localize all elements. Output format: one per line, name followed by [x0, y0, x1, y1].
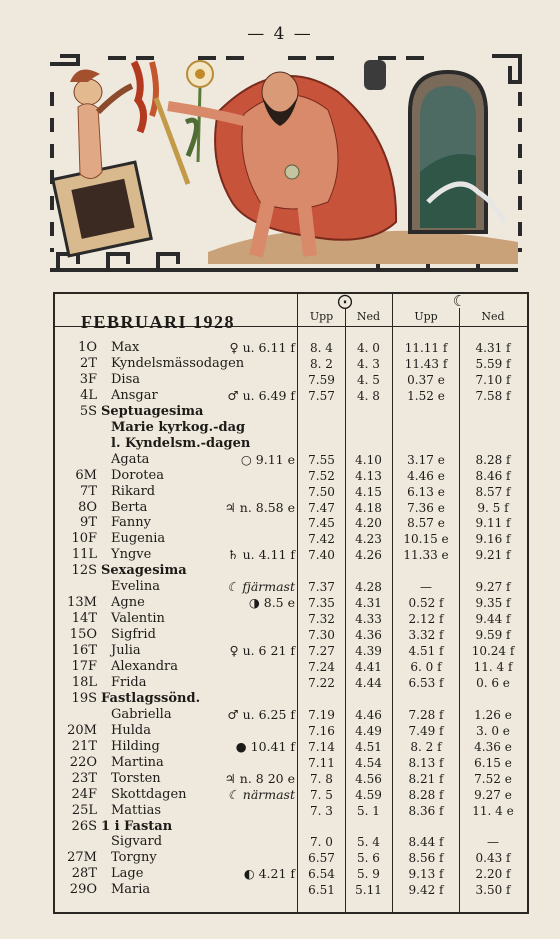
- moonrise-time: 11.43 f: [404, 356, 448, 371]
- sunrise-time: 7.59: [308, 372, 335, 387]
- moonset-time: 11. 4 e: [472, 803, 514, 818]
- day-label: 14T: [71, 611, 97, 627]
- calendar-row: [55, 866, 527, 882]
- name-day: Sigvard: [111, 834, 163, 850]
- moonrise-time: 7.49 f: [408, 723, 444, 738]
- astronomical-event: ♂ u. 6.49 f: [227, 387, 295, 403]
- sunrise-time: 7.47: [308, 500, 335, 515]
- moonrise-time: 8.36 f: [408, 803, 444, 818]
- moonrise-time: 8.57 e: [407, 516, 445, 531]
- calendar-row: [55, 834, 527, 850]
- moonrise-time: 11.33 e: [403, 548, 449, 563]
- calendar-row: [55, 579, 527, 595]
- moonset-time: 0. 6 e: [476, 675, 510, 690]
- sunrise-time: 7. 3: [310, 803, 333, 818]
- day-label: 7T: [80, 483, 97, 499]
- moonset-time: 9.11 f: [475, 516, 511, 531]
- name-day: Fastlagssönd.: [101, 690, 201, 706]
- astronomical-event: ○ 9.11 e: [240, 451, 295, 467]
- moon-icon: ☾: [452, 292, 467, 310]
- calendar-row: [55, 787, 527, 803]
- moonset-time: 9. 5 f: [477, 500, 509, 515]
- name-day: Agata: [111, 451, 150, 467]
- moonrise-time: 6.13 e: [407, 484, 445, 499]
- sunset-time: 4.54: [355, 755, 382, 770]
- sunrise-time: 6.54: [308, 867, 335, 882]
- name-day: Kyndelsmässodagen: [111, 355, 245, 371]
- sunset-time: 4.28: [355, 580, 382, 595]
- sun-icon: ⨀: [337, 292, 353, 310]
- sunrise-time: 7.35: [308, 596, 335, 611]
- moon-set-header: Ned: [481, 310, 505, 323]
- sunrise-time: 7.19: [308, 707, 335, 722]
- day-label: 22O: [69, 754, 97, 770]
- name-day: Skottdagen: [111, 786, 187, 802]
- calendar-row: [55, 803, 527, 819]
- sunrise-time: 7. 5: [310, 787, 333, 802]
- sunset-time: 4.10: [355, 452, 382, 467]
- calendar-row: [55, 595, 527, 611]
- calendar-row: [55, 611, 527, 627]
- sunset-time: 4.46: [355, 707, 382, 722]
- sunset-time: 4.13: [355, 468, 382, 483]
- moonset-time: 2.20 f: [475, 867, 511, 882]
- sunrise-time: 7.57: [308, 388, 335, 403]
- moonrise-time: 3.32 f: [408, 628, 444, 643]
- moonrise-time: 8. 2 f: [410, 739, 442, 754]
- astronomical-event: ♄ u. 4.11 f: [227, 547, 295, 563]
- day-label: 29O: [69, 882, 97, 898]
- sunrise-time: 7.45: [308, 516, 335, 531]
- day-label: 3F: [79, 371, 97, 387]
- calendar-row: [55, 739, 527, 755]
- moonset-time: 8.46 f: [475, 468, 511, 483]
- moonset-time: 8.57 f: [475, 484, 511, 499]
- moon-rise-header: Upp: [414, 310, 438, 323]
- sunset-time: 4. 8: [357, 388, 380, 403]
- sunrise-time: 7.52: [308, 468, 335, 483]
- name-day: Rikard: [111, 483, 156, 499]
- name-day: Sexagesima: [101, 563, 187, 579]
- astronomical-event: ♀ u. 6 21 f: [229, 643, 295, 659]
- moonrise-time: 9.13 f: [408, 867, 444, 882]
- calendar-row: [55, 547, 527, 563]
- moonset-time: 6.15 e: [474, 755, 512, 770]
- calendar-row: [55, 356, 527, 372]
- sunset-time: 5. 1: [357, 803, 380, 818]
- calendar-row: [55, 723, 527, 739]
- moonset-time: —: [487, 835, 499, 850]
- sunrise-time: 7.42: [308, 532, 335, 547]
- sunrise-time: 6.57: [308, 851, 335, 866]
- sunset-time: 4.44: [355, 675, 382, 690]
- moonset-time: 4.36 e: [474, 739, 512, 754]
- sunrise-time: 7.24: [308, 660, 335, 674]
- sunset-time: 5.11: [355, 883, 382, 898]
- moonrise-time: 8.21 f: [408, 771, 444, 786]
- name-day: Fanny: [111, 515, 151, 531]
- moonrise-time: —: [420, 580, 432, 595]
- moonrise-time: 2.12 f: [408, 612, 444, 627]
- moonrise-time: 9.42 f: [408, 883, 444, 898]
- day-label: 1O: [78, 340, 97, 355]
- sunrise-time: 8. 4: [310, 341, 333, 355]
- name-day: Max: [111, 340, 140, 355]
- sunrise-time: 6.51: [308, 883, 335, 898]
- calendar-row: [55, 340, 527, 356]
- day-label: 10F: [71, 531, 97, 547]
- day-label: 20M: [67, 722, 97, 738]
- day-label: 27M: [67, 850, 97, 866]
- calendar-row: [55, 627, 527, 643]
- mythological-illustration: [48, 52, 524, 274]
- day-label: 11L: [71, 547, 97, 563]
- sunset-time: 4. 0: [357, 341, 380, 355]
- calendar-row: [55, 388, 527, 404]
- name-day: Ansgar: [111, 387, 158, 403]
- sunrise-time: 7.50: [308, 484, 335, 499]
- sunrise-time: 7.14: [308, 739, 335, 754]
- sunset-time: 4.18: [355, 500, 382, 515]
- calendar-row: [55, 675, 527, 691]
- moonrise-time: 0.37 e: [407, 372, 445, 387]
- sunrise-time: 7.22: [308, 675, 335, 690]
- sunrise-time: 7.27: [308, 644, 335, 659]
- moonset-time: 7.10 f: [475, 372, 511, 387]
- page-number: — 4 —: [247, 24, 313, 44]
- moonset-time: 5.59 f: [475, 356, 511, 371]
- day-label: 23T: [71, 770, 97, 786]
- astronomical-event: ♀ u. 6.11 f: [229, 340, 295, 355]
- astronomical-event: ☾ närmast: [227, 786, 295, 802]
- name-day: Torgny: [111, 850, 157, 866]
- calendar-row: [55, 771, 527, 787]
- name-day: Frida: [111, 674, 147, 690]
- calendar-row: [55, 755, 527, 771]
- name-day: Berta: [111, 499, 148, 515]
- day-label: 15O: [69, 627, 97, 643]
- name-day: Evelina: [111, 579, 160, 595]
- calendar-row: [55, 707, 527, 723]
- name-day: l. Kyndelsm.-dagen: [111, 435, 251, 451]
- name-day: Julia: [111, 643, 141, 659]
- calendar-row: [55, 515, 527, 531]
- sunset-time: 5. 6: [357, 851, 380, 866]
- day-label: 6M: [75, 467, 97, 483]
- sunset-time: 4.26: [355, 548, 382, 563]
- day-label: 18L: [71, 674, 97, 690]
- astronomical-event: ♃ n. 8.58 e: [224, 499, 295, 515]
- moonrise-time: 4.51 f: [408, 644, 444, 659]
- name-day: Torsten: [111, 770, 161, 786]
- moonrise-time: 10.15 e: [403, 532, 449, 547]
- moonset-time: 3.50 f: [475, 883, 511, 898]
- name-day: Mattias: [111, 802, 162, 818]
- sunset-time: 4.59: [355, 787, 382, 802]
- sunset-time: 4.15: [355, 484, 382, 499]
- name-day: Dorotea: [111, 467, 164, 483]
- moonset-time: 9.44 f: [475, 612, 511, 627]
- sunset-time: 4. 3: [357, 356, 380, 371]
- moonset-time: 7.58 f: [475, 388, 511, 403]
- sunset-time: 4. 5: [357, 372, 380, 387]
- sunrise-time: 7. 8: [310, 771, 333, 786]
- sunrise-time: 7. 0: [310, 835, 333, 850]
- sunset-time: 5. 9: [357, 867, 380, 882]
- moonset-time: 9.35 f: [475, 596, 511, 611]
- sunset-time: 4.31: [355, 596, 382, 611]
- sunset-time: 4.41: [355, 660, 382, 674]
- name-day: Marie kyrkog.-dag: [111, 419, 246, 435]
- moonset-time: 0.43 f: [475, 851, 511, 866]
- calendar-row: [55, 850, 527, 866]
- moonset-time: 3. 0 e: [476, 723, 510, 738]
- calendar-row: [55, 500, 527, 516]
- sunrise-time: 7.37: [308, 580, 335, 595]
- day-label: 9T: [80, 515, 97, 531]
- sun-rise-header: Upp: [309, 310, 334, 323]
- day-label: 16T: [71, 643, 97, 659]
- moonrise-time: 0.52 f: [408, 596, 444, 611]
- day-label: 25L: [71, 802, 97, 818]
- calendar-row: [55, 659, 527, 675]
- calendar-row: [55, 372, 527, 388]
- sunset-time: 4.36: [355, 628, 382, 643]
- name-day: Hulda: [111, 722, 151, 738]
- day-label: 4L: [80, 387, 97, 403]
- day-label: 2T: [80, 355, 97, 371]
- moonset-time: 9.21 f: [475, 548, 511, 563]
- calendar-row: [55, 484, 527, 500]
- sunset-time: 4.56: [355, 771, 382, 786]
- name-day: Lage: [111, 866, 144, 882]
- name-day: Martina: [111, 754, 164, 770]
- name-day: Sigfrid: [111, 627, 156, 643]
- calendar-row: [55, 691, 527, 707]
- name-day: 1 i Fastan: [101, 818, 173, 834]
- sunrise-time: 7.40: [308, 548, 335, 563]
- day-label: 8O: [78, 499, 97, 515]
- sunset-time: 4.49: [355, 723, 382, 738]
- moonrise-time: 8.44 f: [408, 835, 444, 850]
- name-day: Eugenia: [111, 531, 166, 547]
- moonrise-time: 8.13 f: [408, 755, 444, 770]
- calendar-row: [55, 468, 527, 484]
- day-label: 5S: [79, 403, 97, 419]
- day-label: 21T: [71, 738, 97, 754]
- sunset-time: 4.39: [355, 644, 382, 659]
- calendar-row: [55, 404, 527, 420]
- moonrise-time: 1.52 e: [407, 388, 445, 403]
- moonset-time: 9.27 e: [474, 787, 512, 802]
- sun-set-header: Ned: [356, 310, 381, 323]
- moonset-time: 8.28 f: [475, 452, 511, 467]
- day-label: 13M: [67, 595, 97, 611]
- sunset-time: 4.20: [355, 516, 382, 531]
- sunrise-time: 7.30: [308, 628, 335, 643]
- sunset-time: 4.51: [355, 739, 382, 754]
- name-day: Valentin: [111, 611, 165, 627]
- name-day: Maria: [111, 882, 151, 898]
- moonrise-time: 6.53 f: [408, 675, 444, 690]
- moonrise-time: 4.46 e: [407, 468, 445, 483]
- month-title: FEBRUARI 1928: [81, 312, 236, 332]
- moonset-time: 1.26 e: [474, 707, 512, 722]
- astronomical-event: ● 10.41 f: [235, 738, 295, 754]
- moonrise-time: 8.28 f: [408, 787, 444, 802]
- calendar-table: [53, 292, 529, 914]
- moonrise-time: 7.28 f: [408, 707, 444, 722]
- sunrise-time: 8. 2: [310, 356, 333, 371]
- sunrise-time: 7.16: [308, 723, 335, 738]
- astronomical-event: ☾ fjärmast: [227, 579, 295, 595]
- astronomical-event: ♂ u. 6.25 f: [227, 706, 295, 722]
- day-label: 17F: [71, 659, 97, 674]
- day-label: 26S: [71, 818, 97, 834]
- day-label: 19S: [71, 690, 97, 706]
- calendar-row: [55, 436, 527, 452]
- name-day: Disa: [111, 371, 141, 387]
- moonset-time: 11. 4 f: [473, 660, 513, 674]
- name-day: Septuagesima: [101, 403, 204, 419]
- sunset-time: 4.33: [355, 612, 382, 627]
- astronomical-event: ♃ n. 8 20 e: [224, 770, 295, 786]
- moonrise-time: 8.56 f: [408, 851, 444, 866]
- moonset-time: 9.59 f: [475, 628, 511, 643]
- sunrise-time: 7.11: [308, 755, 335, 770]
- calendar-row: [55, 531, 527, 547]
- astronomical-event: ◐ 4.21 f: [243, 866, 295, 882]
- moonset-time: 9.16 f: [475, 532, 511, 547]
- calendar-row: [55, 882, 527, 898]
- moonrise-time: 7.36 e: [407, 500, 445, 515]
- name-day: Agne: [111, 595, 145, 611]
- sunrise-time: 7.32: [308, 612, 335, 627]
- moonset-time: 9.27 f: [475, 580, 511, 595]
- sunset-time: 5. 4: [357, 835, 380, 850]
- calendar-row: [55, 819, 527, 835]
- calendar-row: [55, 563, 527, 579]
- sunset-time: 4.23: [355, 532, 382, 547]
- calendar-row: [55, 643, 527, 659]
- calendar-row: [55, 420, 527, 436]
- name-day: Gabriella: [111, 706, 172, 722]
- name-day: Hilding: [111, 738, 160, 754]
- calendar-row: [55, 452, 527, 468]
- sunrise-time: 7.55: [308, 452, 335, 467]
- name-day: Yngve: [111, 547, 152, 563]
- name-day: Alexandra: [111, 659, 178, 674]
- moonrise-time: 3.17 e: [407, 452, 445, 467]
- moonrise-time: 6. 0 f: [410, 660, 442, 674]
- day-label: 24F: [71, 786, 97, 802]
- day-label: 28T: [71, 866, 97, 882]
- moonrise-time: 11.11 f: [404, 341, 448, 355]
- moonset-time: 10.24 f: [471, 644, 515, 659]
- day-label: 12S: [71, 563, 97, 579]
- moonset-time: 4.31 f: [475, 341, 511, 355]
- moonset-time: 7.52 e: [474, 771, 512, 786]
- astronomical-event: ◑ 8.5 e: [248, 595, 295, 611]
